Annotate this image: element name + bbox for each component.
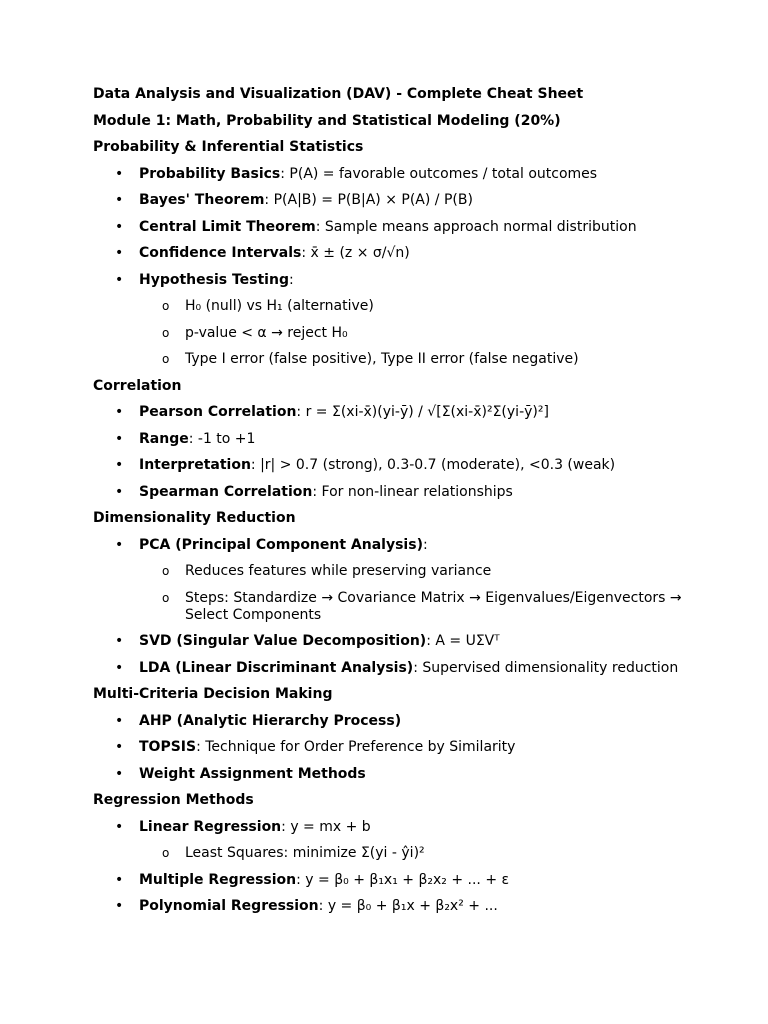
sub-list — [139, 298, 693, 368]
list-item — [93, 537, 693, 624]
sections — [93, 139, 693, 915]
list-item — [93, 766, 693, 783]
bullet-icon: • — [115, 165, 124, 182]
sub-list-item — [139, 325, 693, 342]
sub-list — [139, 563, 693, 624]
list-item — [93, 872, 693, 889]
item-description: : — [422, 536, 428, 553]
item-description: : -1 to +1 — [188, 430, 256, 447]
module-title: Module 1: Math, Probability and Statistical Modeling (20%) — [93, 112, 561, 129]
list-item — [93, 245, 693, 262]
bullet-icon: • — [115, 633, 124, 649]
item-term: TOPSIS — [139, 739, 197, 755]
sub-bullet-icon: o — [162, 325, 170, 340]
item-description: : y = mx + b — [281, 818, 371, 835]
bullet-icon: • — [115, 271, 124, 288]
list-item — [93, 819, 693, 863]
item-term: Pearson Correlation — [139, 404, 297, 420]
bullet-list — [93, 166, 693, 369]
list-item — [93, 739, 693, 756]
sub-bullet-icon: o — [162, 352, 170, 366]
item-description: : For non-linear relationships — [312, 483, 513, 500]
section-heading: Correlation — [93, 377, 182, 394]
sub-list-item — [139, 351, 693, 368]
bullet-icon: • — [115, 898, 124, 914]
section-heading: Regression Methods — [93, 792, 254, 808]
bullet-icon: • — [115, 245, 124, 261]
item-term: AHP (Analytic Hierarchy Process) — [139, 712, 402, 729]
bullet-icon: • — [115, 659, 124, 676]
item-description: : y = β₀ + β₁x₁ + β₂x₂ + ... + ε — [296, 871, 510, 888]
sub-item-text: Steps: Standardize → Covariance Matrix → Eigenvalues/Eigenvectors → Select Components — [185, 589, 682, 623]
section-heading: Probability & Inferential Statistics — [93, 139, 364, 155]
bullet-icon: • — [115, 404, 124, 420]
item-term: Multiple Regression — [139, 871, 297, 888]
sub-item-text: Reduces features while preserving variance — [185, 563, 492, 579]
item-term: Weight Assignment Methods — [139, 765, 366, 782]
list-item — [93, 431, 693, 448]
item-term: Hypothesis Testing — [139, 271, 289, 288]
bullet-icon: • — [115, 818, 124, 835]
list-item — [93, 272, 693, 369]
bullet-list — [93, 537, 693, 677]
item-description: : y = β₀ + β₁x + β₂x² + ... — [318, 898, 498, 914]
sub-list — [139, 845, 693, 862]
item-term: Probability Basics — [139, 165, 281, 182]
bullet-icon: • — [115, 765, 124, 782]
bullet-icon: • — [115, 457, 124, 473]
item-term: Confidence Intervals — [139, 245, 302, 261]
item-term: Bayes' Theorem — [139, 192, 265, 208]
item-term: LDA (Linear Discriminant Analysis) — [139, 659, 414, 676]
list-item — [93, 166, 693, 183]
sub-list-item — [139, 298, 693, 315]
bullet-icon: • — [115, 536, 124, 553]
bullet-icon: • — [115, 712, 124, 729]
item-term: Spearman Correlation — [139, 483, 313, 500]
item-description: : A = UΣVᵀ — [426, 633, 500, 649]
item-description: : |r| > 0.7 (strong), 0.3-0.7 (moderate), <0.3 (weak) — [250, 457, 616, 473]
bullet-icon: • — [115, 739, 124, 755]
sub-item-text: p-value < α → reject H₀ — [185, 324, 348, 341]
sub-bullet-icon: o — [162, 564, 170, 578]
document-title: Data Analysis and Visualization (DAV) - Complete Cheat Sheet — [93, 86, 584, 102]
section-heading: Multi-Criteria Decision Making — [93, 686, 333, 702]
item-description: : Technique for Order Preference by Similarity — [196, 739, 516, 755]
bullet-icon: • — [115, 430, 124, 447]
document-content — [93, 86, 693, 925]
item-term: Polynomial Regression — [139, 898, 319, 914]
item-description: : Supervised dimensionality reduction — [413, 659, 679, 676]
item-term: Central Limit Theorem — [139, 218, 316, 235]
item-description: : r = Σ(xi-x̄)(yi-ȳ) / √[Σ(xi-x̄)²Σ(yi-ȳ)²] — [296, 404, 549, 420]
bullet-icon: • — [115, 218, 124, 235]
sub-list-item — [139, 845, 693, 862]
bullet-icon: • — [115, 192, 124, 208]
sub-list-item — [139, 563, 693, 580]
list-item — [93, 219, 693, 236]
item-description: : P(A|B) = P(B|A) × P(A) / P(B) — [264, 192, 473, 208]
sub-bullet-icon: o — [162, 299, 170, 313]
item-term: PCA (Principal Component Analysis) — [139, 536, 423, 553]
sub-list-item — [139, 590, 693, 624]
item-term: SVD (Singular Value Decomposition) — [139, 633, 427, 649]
list-item — [93, 633, 693, 650]
item-term: Linear Regression — [139, 818, 282, 835]
bullet-list — [93, 819, 693, 916]
item-description: : P(A) = favorable outcomes / total outcomes — [280, 165, 598, 182]
list-item — [93, 484, 693, 501]
sub-item-text: Type I error (false positive), Type II error (false negative) — [185, 351, 579, 367]
bullet-icon: • — [115, 483, 124, 500]
list-item — [93, 660, 693, 677]
item-description: : x̄ ± (z × σ/√n) — [301, 245, 410, 261]
list-item — [93, 898, 693, 915]
sub-bullet-icon: o — [162, 846, 170, 860]
list-item — [93, 457, 693, 474]
item-description: : Sample means approach normal distribution — [315, 218, 637, 235]
item-term: Range — [139, 430, 189, 447]
list-item — [93, 404, 693, 421]
sub-bullet-icon: o — [162, 590, 170, 605]
item-term: Interpretation — [139, 457, 251, 473]
bullet-list — [93, 713, 693, 783]
bullet-list — [93, 404, 693, 501]
item-description: : — [288, 271, 294, 288]
section-heading: Dimensionality Reduction — [93, 510, 296, 526]
bullet-icon: • — [115, 871, 124, 888]
sub-item-text: Least Squares: minimize Σ(yi - ŷi)² — [185, 845, 425, 861]
sub-item-text: H₀ (null) vs H₁ (alternative) — [185, 298, 374, 314]
list-item — [93, 192, 693, 209]
list-item — [93, 713, 693, 730]
